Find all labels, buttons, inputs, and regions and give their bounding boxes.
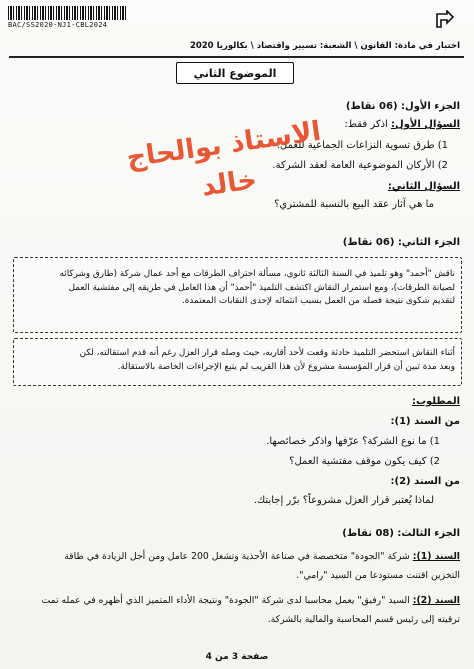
doc2-line-2: وبعد مدة تبين أن قرار المؤسسة مشروع لأن هذا القريب لم يتبع الإجراءات الخاصة بالاستقالة. <box>117 361 455 372</box>
part1-title: الجزء الأول: (06 نقاط) <box>345 101 460 112</box>
part3-title: الجزء الثالث: (08 نقاط) <box>342 528 460 539</box>
q2-title: السؤال الثاني: <box>387 181 460 192</box>
watermark-line-2: خالد <box>199 164 259 203</box>
exam-header: اختبار في مادة: القانون \ الشعبة: تسيير واقتصاد \ بكالوريا 2020 <box>189 41 460 51</box>
s1-line-1: شركة "الجودة" متخصصة في صناعة الأحذية وتشغل 200 عامل ومن أجل الزيادة في طاقة <box>64 551 410 562</box>
part3-document-2 <box>12 591 460 629</box>
topic-title: الموضوع الثاني <box>176 62 294 84</box>
q2-text: ما هي آثار عقد البيع بالنسبة للمشتري؟ <box>274 199 434 210</box>
required-title: المطلوب: <box>411 396 460 407</box>
q1-text: اذكر فقط: <box>344 119 388 130</box>
s1-label: السند (1): <box>412 551 460 562</box>
doc1-line-3: لتقديم شكوى نتيجة فصله من العمل بسبب انتمائه لإحدى النقابات المعتمدة. <box>181 296 455 306</box>
watermark-line-1: الاستاذ بوالحاج <box>124 115 323 174</box>
doc1-line-2: لصيانة الطرقات)، ومع استمرار النقاش اكتشف التلميذ "أحمد" أن هذا العامل في طريقه إلى مفتشية العمل <box>68 282 455 293</box>
s1-line-2: التخزين اقتنت مستودعا من السيد "رامي". <box>296 570 460 581</box>
exam-code: BAC/SS2020-NJ1-CBL2024 <box>8 21 108 29</box>
q1-title: السؤال الأول: <box>391 119 460 130</box>
page-number: صفحة 3 من 4 <box>205 652 269 662</box>
doc2-questions-title: من السند (2): <box>390 476 460 487</box>
doc2-question: لماذا يُعتبر قرار العزل مشروعاً؟ برّر إجابتك. <box>253 495 434 506</box>
header-divider <box>9 56 464 58</box>
document-1-box <box>13 257 462 333</box>
doc2-line-1: أثناء النقاش استحضر التلميذ حادثة وقعت لأحد أقاربه، حيث وصله قرار العزل رغم أنه قدم استقالته، لكن <box>79 348 455 358</box>
barcode <box>8 6 126 20</box>
doc1-questions-title: من السند (1): <box>390 416 460 427</box>
part2-title: الجزء الثاني: (06 نقاط) <box>342 237 460 248</box>
part3-document-1 <box>12 547 460 585</box>
s2-line-2: ترقيته إلى رئيس قسم المحاسبة والمالية بالشركة. <box>267 614 460 625</box>
doc1-question-1: 1) ما نوع الشركة؟ عرّفها واذكر خصائصها. <box>266 436 440 447</box>
doc1-line-1: ناقش "أحمد" وهو تلميذ في السنة الثالثة ثانوي، مسألة احتراف الطرقات مع أحد عمال شركة (طارق وشركائه <box>59 269 455 279</box>
share-arrow-icon[interactable] <box>434 10 454 30</box>
document-2-box <box>13 338 462 386</box>
q1-item-1: 1) طرق تسوية النزاعات الجماعية للعمل. <box>276 140 448 151</box>
q1-item-2: 2) الأركان الموضوعية العامة لعقد الشركة. <box>272 160 448 171</box>
teacher-watermark <box>73 105 384 246</box>
s2-label: السند (2): <box>412 595 460 606</box>
s2-line-1: السيد "رفيق" يعمل محاسبا لدى شركة "الجودة" ونتيجة الأداء المتميز الذي أظهره في عمله تمت <box>41 595 410 606</box>
doc1-question-2: 2) كيف يكون موقف مفتشية العمل؟ <box>289 456 440 467</box>
